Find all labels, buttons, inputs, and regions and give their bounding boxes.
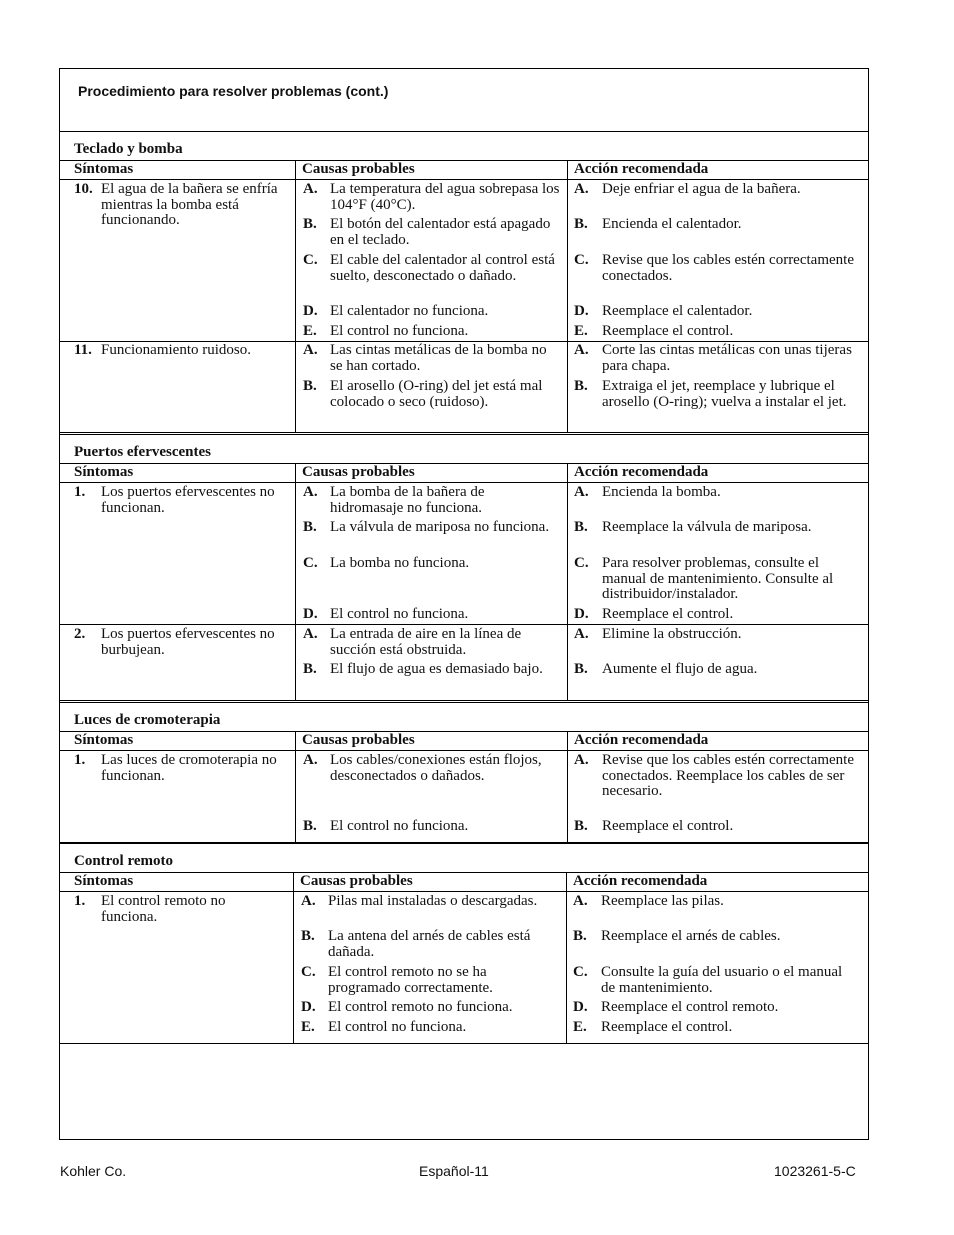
action-item — [574, 607, 860, 623]
column-divider — [566, 872, 567, 1044]
action-item-label: A. — [574, 342, 589, 358]
cause-item-label: D. — [301, 999, 316, 1015]
cause-item-label: B. — [301, 928, 315, 944]
action-item — [574, 182, 860, 198]
cause-item — [301, 894, 560, 910]
cause-item-label: A. — [303, 752, 318, 768]
cause-item-text: La entrada de aire en la línea de succión está obstruida. — [330, 626, 522, 658]
cause-item — [303, 324, 561, 340]
cause-item — [303, 379, 561, 410]
action-item-text: Reemplace la válvula de mariposa. — [602, 519, 812, 535]
cause-item — [301, 1020, 560, 1036]
action-item-text: Encienda el calentador. — [602, 216, 742, 232]
actions-column-header: Acción recomendada — [574, 464, 709, 480]
cause-item-label: D. — [303, 303, 318, 319]
action-item-label: D. — [574, 606, 589, 622]
action-item — [574, 343, 860, 374]
symptom-number: 10. — [74, 181, 93, 197]
action-item-text: Reemplace el control. — [602, 323, 734, 339]
symptom — [74, 627, 285, 658]
cause-item-label: A. — [301, 893, 316, 909]
column-header-top-rule — [59, 463, 869, 464]
column-divider — [295, 160, 296, 433]
section-title: Control remoto — [74, 853, 174, 869]
cause-item-label: B. — [303, 519, 317, 535]
cause-item-label: D. — [303, 606, 318, 622]
cause-item-label: E. — [303, 323, 317, 339]
symptoms-column-header: Síntomas — [74, 464, 134, 480]
cause-item-label: A. — [303, 626, 318, 642]
cause-item-text: El control remoto no funciona. — [328, 999, 513, 1015]
section-top-rule — [59, 843, 869, 844]
action-item-text: Revise que los cables estén correctamente conectados. Reemplace los cables de ser necesario. — [602, 752, 854, 800]
action-item-text: Reemplace el control remoto. — [601, 999, 779, 1015]
section-top-rule — [59, 702, 869, 703]
action-item-text: Aumente el flujo de agua. — [602, 661, 758, 677]
symptoms-column-header: Síntomas — [74, 873, 134, 889]
action-item-label: D. — [574, 303, 589, 319]
cause-item-text: El control remoto no se ha programado correctamente. — [328, 964, 493, 996]
footer-page-number: Español-11 — [419, 1163, 489, 1179]
cause-item — [303, 253, 561, 284]
action-item-label: B. — [574, 661, 588, 677]
action-item-text: Reemplace el control. — [602, 606, 734, 622]
page-title: Procedimiento para resolver problemas (cont.) — [78, 83, 389, 99]
cause-item — [303, 520, 561, 536]
symptom — [74, 182, 285, 229]
causes-column-header: Causas probables — [302, 161, 415, 177]
action-item — [573, 929, 860, 945]
section-title: Puertos efervescentes — [74, 444, 212, 460]
actions-column-header: Acción recomendada — [574, 732, 709, 748]
section-top-rule — [59, 131, 869, 132]
cause-item-text: El control no funciona. — [328, 1019, 467, 1035]
action-item-label: A. — [574, 626, 589, 642]
cause-item-text: Los cables/conexiones están flojos, desconectados o dañados. — [330, 752, 542, 784]
symptom — [74, 753, 285, 784]
action-item — [573, 965, 860, 996]
cause-item-label: C. — [303, 252, 318, 268]
symptom-text: Los puertos efervescentes no funcionan. — [101, 484, 275, 516]
action-item-label: B. — [574, 818, 588, 834]
action-item-text: Encienda la bomba. — [602, 484, 721, 500]
column-header-bottom-rule — [59, 482, 869, 483]
column-divider — [567, 731, 568, 843]
action-item-text: Reemplace las pilas. — [601, 893, 724, 909]
action-item — [574, 379, 860, 410]
action-item — [574, 819, 860, 835]
cause-item-label: B. — [303, 818, 317, 834]
cause-item-text: El cable del calentador al control está suelto, desconectado o dañado. — [330, 252, 555, 284]
symptom-number: 1. — [74, 893, 86, 909]
cause-item — [301, 1000, 560, 1016]
action-item — [574, 304, 860, 320]
action-item-label: E. — [573, 1019, 587, 1035]
symptom — [74, 485, 285, 516]
cause-item-label: C. — [301, 964, 316, 980]
cause-item-label: A. — [303, 484, 318, 500]
action-item-text: Reemplace el calentador. — [602, 303, 753, 319]
cause-item — [303, 217, 561, 248]
action-item-label: C. — [573, 964, 588, 980]
action-item-text: Consulte la guía del usuario o el manual de mantenimiento. — [601, 964, 843, 996]
cause-item-label: E. — [301, 1019, 315, 1035]
cause-item-text: El control no funciona. — [330, 818, 469, 834]
action-item — [574, 556, 860, 603]
cause-item-text: El calentador no funciona. — [330, 303, 489, 319]
action-item-text: Revise que los cables estén correctamente conectados. — [602, 252, 854, 284]
cause-item — [303, 753, 561, 784]
cause-item-label: B. — [303, 378, 317, 394]
cause-item — [303, 182, 561, 213]
action-item-label: E. — [574, 323, 588, 339]
column-divider — [295, 731, 296, 843]
cause-item — [303, 304, 561, 320]
action-item — [574, 627, 860, 643]
symptoms-column-header: Síntomas — [74, 732, 134, 748]
action-item-text: Reemplace el arnés de cables. — [601, 928, 781, 944]
cause-item-text: La bomba de la bañera de hidromasaje no funciona. — [330, 484, 485, 516]
cause-item-text: La bomba no funciona. — [330, 555, 470, 571]
action-item-label: A. — [574, 181, 589, 197]
action-item-label: A. — [574, 484, 589, 500]
symptom — [74, 343, 285, 359]
symptom-number: 1. — [74, 752, 86, 768]
action-item-text: Reemplace el control. — [601, 1019, 733, 1035]
column-divider — [567, 160, 568, 433]
row-divider — [59, 624, 869, 625]
column-header-bottom-rule — [59, 750, 869, 751]
cause-item-label: B. — [303, 661, 317, 677]
symptoms-column-header: Síntomas — [74, 161, 134, 177]
column-header-top-rule — [59, 731, 869, 732]
column-divider — [567, 463, 568, 701]
column-header-bottom-rule — [59, 179, 869, 180]
cause-item — [301, 929, 560, 960]
column-header-top-rule — [59, 160, 869, 161]
section-bottom-rule — [59, 432, 869, 433]
section-top-rule — [59, 434, 869, 435]
footer-document-number: 1023261-5-C — [774, 1163, 856, 1179]
action-item-text: Extraiga el jet, reemplace y lubrique el arosello (O-ring); vuelva a instalar el jet. — [602, 378, 847, 410]
action-item-label: D. — [573, 999, 588, 1015]
action-item-label: B. — [574, 378, 588, 394]
cause-item — [303, 662, 561, 678]
cause-item — [303, 343, 561, 374]
action-item — [573, 894, 860, 910]
causes-column-header: Causas probables — [302, 464, 415, 480]
action-item — [574, 324, 860, 340]
column-divider — [295, 463, 296, 701]
symptom — [74, 894, 283, 925]
column-divider — [293, 872, 294, 1044]
symptom-text: El control remoto no funciona. — [101, 893, 226, 925]
cause-item-text: El arosello (O-ring) del jet está mal colocado o seco (ruidoso). — [330, 378, 543, 410]
section-title: Luces de cromoterapia — [74, 712, 221, 728]
action-item-label: B. — [573, 928, 587, 944]
cause-item-text: El botón del calentador está apagado en el teclado. — [330, 216, 551, 248]
symptom-text: Funcionamiento ruidoso. — [101, 342, 251, 358]
cause-item-label: C. — [303, 555, 318, 571]
action-item — [574, 253, 860, 284]
symptom-number: 1. — [74, 484, 86, 500]
cause-item — [303, 819, 561, 835]
action-item-text: Para resolver problemas, consulte el manual de mantenimiento. Consulte al distribuidor/instalador. — [602, 555, 834, 603]
action-item-label: C. — [574, 555, 589, 571]
cause-item-text: Las cintas metálicas de la bomba no se han cortado. — [330, 342, 547, 374]
section-bottom-rule — [59, 700, 869, 701]
column-header-bottom-rule — [59, 891, 869, 892]
cause-item-text: La válvula de mariposa no funciona. — [330, 519, 550, 535]
cause-item-text: El flujo de agua es demasiado bajo. — [330, 661, 543, 677]
cause-item — [303, 627, 561, 658]
causes-column-header: Causas probables — [302, 732, 415, 748]
action-item — [573, 1020, 860, 1036]
symptom-text: Las luces de cromoterapia no funcionan. — [101, 752, 277, 784]
cause-item-label: B. — [303, 216, 317, 232]
cause-item-text: El control no funciona. — [330, 323, 469, 339]
cause-item — [303, 556, 561, 572]
action-item-label: A. — [573, 893, 588, 909]
cause-item-text: La antena del arnés de cables está dañada. — [328, 928, 531, 960]
cause-item — [301, 965, 560, 996]
cause-item-text: El control no funciona. — [330, 606, 469, 622]
footer-company: Kohler Co. — [60, 1163, 127, 1179]
action-item-text: Corte las cintas metálicas con unas tijeras para chapa. — [602, 342, 852, 374]
action-item — [574, 520, 860, 536]
action-item-label: C. — [574, 252, 589, 268]
section-bottom-rule — [59, 1043, 869, 1044]
cause-item-text: Pilas mal instaladas o descargadas. — [328, 893, 538, 909]
symptom-number: 2. — [74, 626, 86, 642]
action-item-label: A. — [574, 752, 589, 768]
actions-column-header: Acción recomendada — [574, 161, 709, 177]
action-item — [574, 662, 860, 678]
action-item-text: Elimine la obstrucción. — [602, 626, 742, 642]
actions-column-header: Acción recomendada — [573, 873, 708, 889]
cause-item-text: La temperatura del agua sobrepasa los 104°F (40°C). — [330, 181, 560, 213]
cause-item-label: A. — [303, 342, 318, 358]
action-item — [574, 753, 860, 800]
cause-item — [303, 485, 561, 516]
cause-item — [303, 607, 561, 623]
section-title: Teclado y bomba — [74, 141, 183, 157]
action-item — [574, 485, 860, 501]
action-item-text: Deje enfriar el agua de la bañera. — [602, 181, 801, 197]
symptom-number: 11. — [74, 342, 92, 358]
symptom-text: El agua de la bañera se enfría mientras la bomba está funcionando. — [101, 181, 278, 229]
causes-column-header: Causas probables — [300, 873, 413, 889]
action-item-text: Reemplace el control. — [602, 818, 734, 834]
action-item — [574, 217, 860, 233]
action-item — [573, 1000, 860, 1016]
action-item-label: B. — [574, 519, 588, 535]
action-item-label: B. — [574, 216, 588, 232]
cause-item-label: A. — [303, 181, 318, 197]
column-header-top-rule — [59, 872, 869, 873]
symptom-text: Los puertos efervescentes no burbujean. — [101, 626, 275, 658]
